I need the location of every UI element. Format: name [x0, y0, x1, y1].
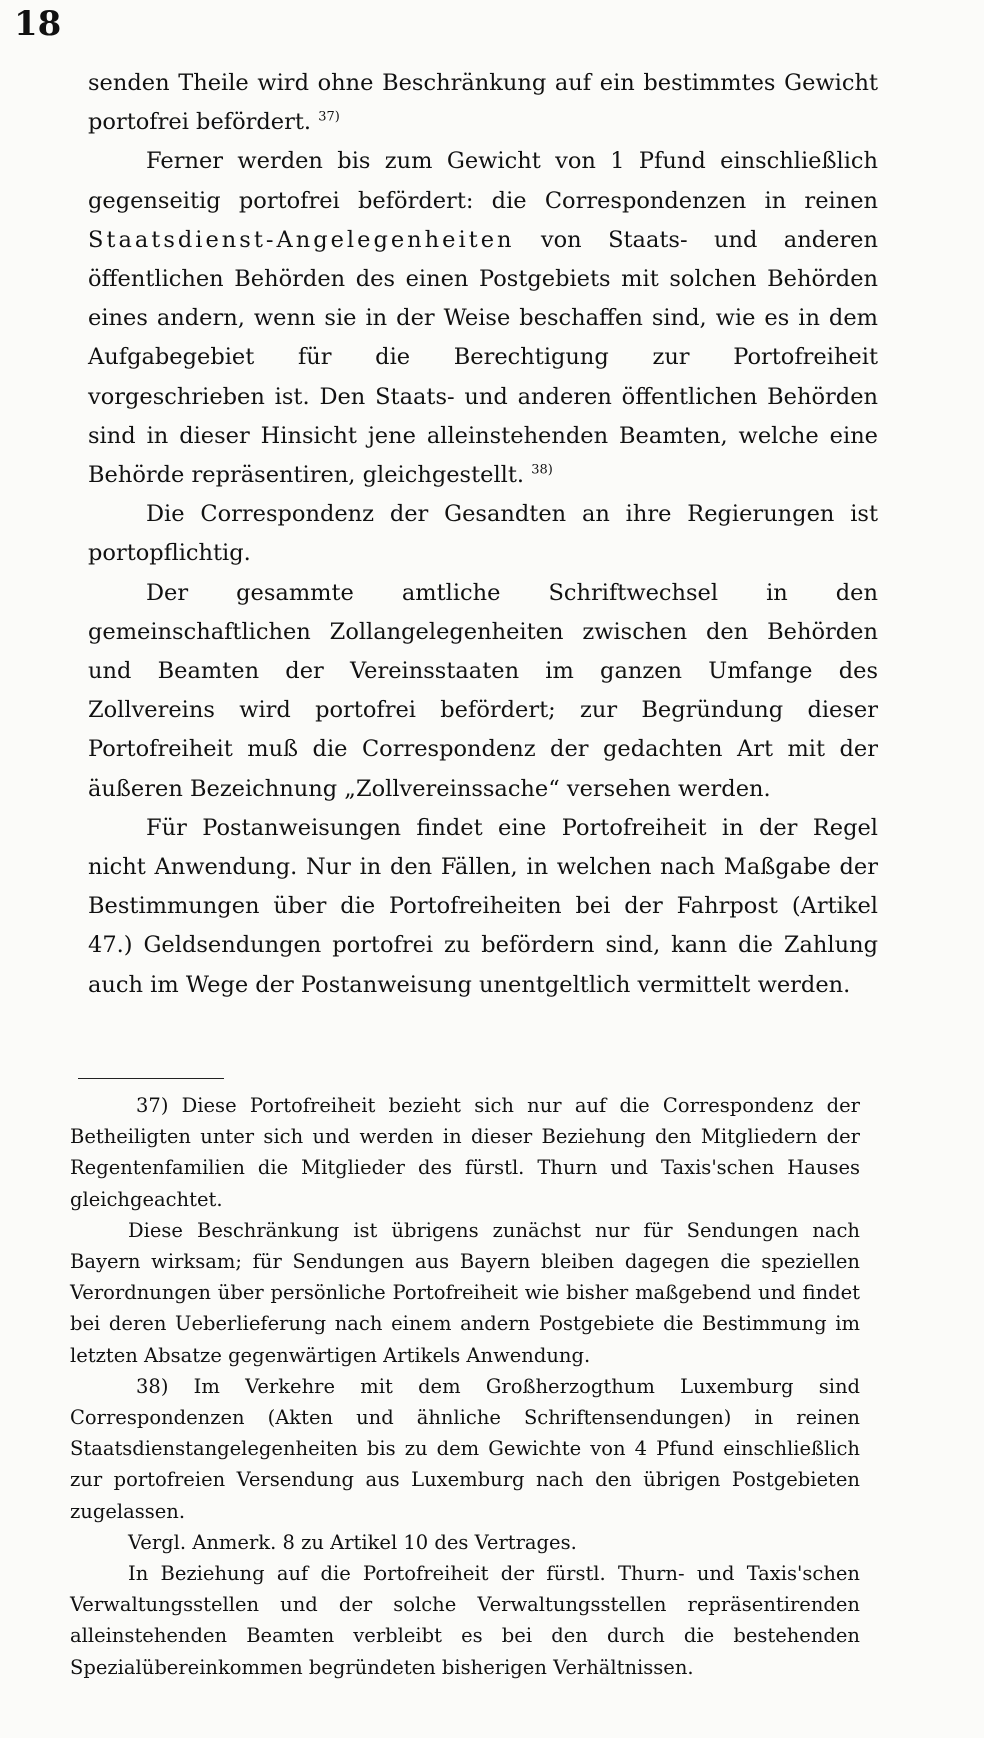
paragraph-text-b: von Staats- und anderen öffentlichen Behörden des einen Postgebiets mit solchen Behörden eines andern, wenn sie in der Weise beschaffen sind, wie es in dem Aufgabegebiet für die Berechtigung zur Portofreiheit vorgeschrieben ist. Den Staats- und anderen öffentlichen Behörden sind in dieser Hinsicht jene alleinstehenden Beamten, welche eine Behörde repräsentiren, gleichgestellt. [88, 226, 878, 489]
footnote-37-continued: Diese Beschränkung ist übrigens zunächst nur für Sendungen nach Bayern wirksam; für Sendungen aus Bayern bleiben dagegen die speziellen Verordnungen über persönliche Portofreiheit wie bisher maßgebend und findet bei deren Ueberlieferung nach einem andern Postgebiete die Bestimmung im letzten Absatze gegenwärtigen Artikels Anwendung. [70, 1218, 860, 1367]
emphasized-term: Staatsdienst-Angelegenheiten [88, 226, 515, 253]
footnote-38: 38) Im Verkehre mit dem Großherzogthum Luxemburg sind Correspondenzen (Akten und ähnliche Schriftensendungen) in reinen Staatsdienstangelegenheiten bis zu dem Gewichte von 4 Pfund einschließlich zur portofreien Versendung aus Luxemburg nach den übrigen Postgebieten zugelassen. [70, 1374, 860, 1523]
paragraph-postanweisungen: Für Postanweisungen findet eine Portofreiheit in der Regel nicht Anwendung. Nur in den Fällen, in welchen nach Maßgabe der Bestimmungen über die Portofreiheiten bei der Fahrpost (Artikel 47.) Geldsendungen portofrei zu befördern sind, kann die Zahlung auch im Wege der Postanweisung unentgeltlich vermittelt werden. [88, 814, 878, 998]
main-text [88, 64, 878, 1005]
footnote-ref-38: 38) [531, 462, 553, 478]
paragraph-text: senden Theile wird ohne Beschränkung auf ein bestimmtes Gewicht portofrei befördert. [88, 70, 878, 136]
paragraph-gesandte: Die Correspondenz der Gesandten an ihre Regierungen ist portopflichtig. [88, 501, 878, 567]
footnotes [70, 1090, 860, 1683]
footnote-ref-37: 37) [318, 109, 340, 125]
page-number: 18 [14, 4, 62, 44]
paragraph-text-a: Ferner werden bis zum Gewicht von 1 Pfund einschließlich gegenseitig portofrei befördert: die Correspondenzen in reinen [88, 148, 878, 214]
paragraph-zollverein: Der gesammte amtliche Schriftwechsel in den gemeinschaftlichen Zollangelegenheiten zwischen den Behörden und Beamten der Vereinsstaaten im ganzen Umfange des Zollvereins wird portofrei befördert; zur Begründung dieser Portofreiheit muß die Correspondenz der gedachten Art mit der äußeren Bezeichnung „Zollvereinssache“ versehen werden. [88, 579, 878, 802]
footnote-37: 37) Diese Portofreiheit bezieht sich nur auf die Correspondenz der Betheiligten unter sich und werden in dieser Beziehung den Mitgliedern der Regentenfamilien die Mitglieder des fürstl. Thurn und Taxis'schen Hauses gleichgeachtet. [70, 1094, 860, 1211]
footnote-divider [78, 1078, 224, 1079]
footnote-38-continued: In Beziehung auf die Portofreiheit der fürstl. Thurn- und Taxis'schen Verwaltungsstellen und der solche Verwaltungsstellen repräsentirenden alleinstehenden Beamten verbleibt es bei den durch die bestehenden Spezialübereinkommen begründeten bisherigen Verhältnissen. [70, 1562, 860, 1679]
paragraph-portofreiheit-behoerden [88, 142, 878, 495]
footnote-38-reference: Vergl. Anmerk. 8 zu Artikel 10 des Vertrages. [128, 1530, 577, 1554]
paragraph-continuation [88, 64, 878, 142]
